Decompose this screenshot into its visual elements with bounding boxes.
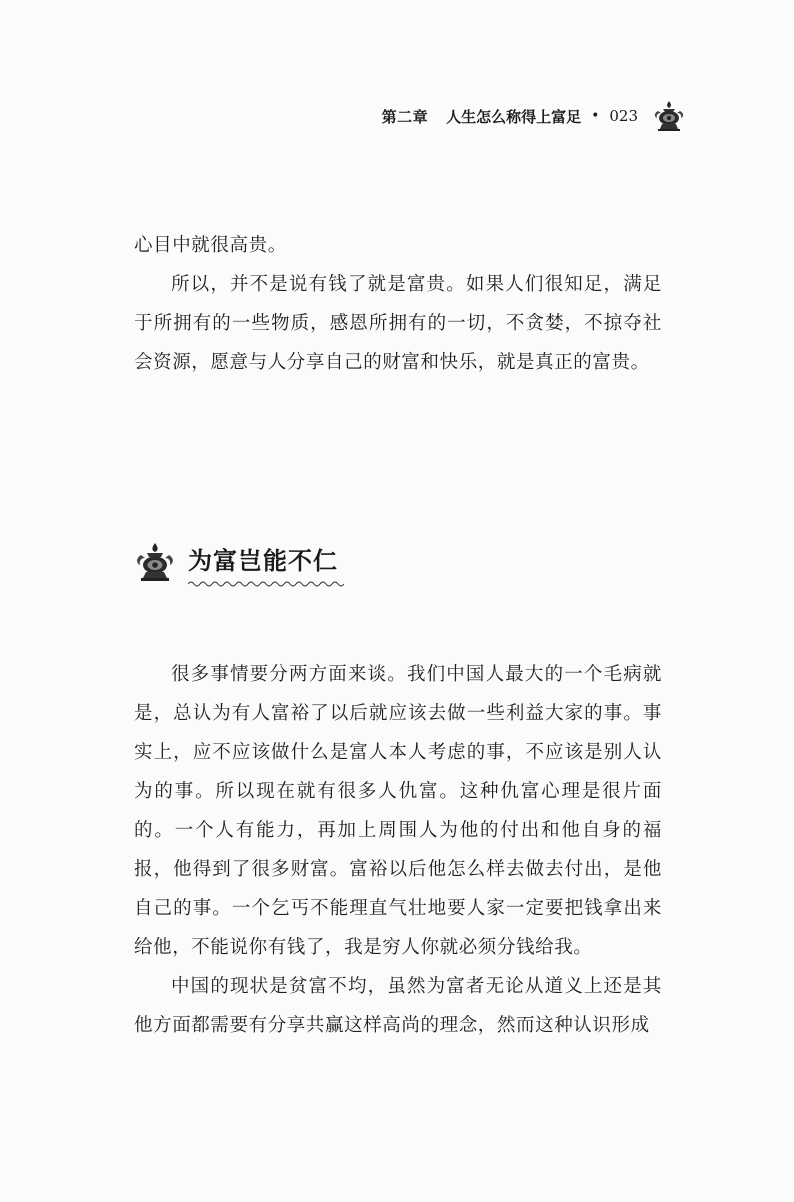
header-separator: • bbox=[591, 108, 600, 124]
section-title: 为富岂能不仁 bbox=[188, 546, 338, 575]
section-heading bbox=[134, 540, 338, 584]
text-block-bottom bbox=[134, 655, 662, 1045]
paragraph: 心目中就很高贵。 bbox=[134, 235, 287, 256]
section-title-wrap bbox=[188, 541, 338, 584]
chapter-title: 人生怎么称得上富足 bbox=[446, 107, 582, 126]
wavy-underline bbox=[188, 580, 344, 588]
paragraph: 很多事情要分两方面来谈。我们中国人最大的一个毛病就是，总认为有人富裕了以后就应该去做一些利益大家的事。事实上，应不应该做什么是富人本人考虑的事，不应该是别人认为的事。所以现在就有很多人仇富。这种仇富心理是很片面的。一个人有能力，再加上周围人为他的付出和他自身的福报，他得到了很多财富。富裕以后他怎么样去做去付出，是他自己的事。一个乞丐不能理直气壮地要人家一定要把钱拿出来给他，不能说你有钱了，我是穷人你就必须分钱给我。 bbox=[134, 664, 662, 958]
treasure-vase-icon bbox=[652, 100, 686, 132]
chapter-label: 第二章 bbox=[381, 107, 429, 126]
paragraph: 所以，并不是说有钱了就是富贵。如果人们很知足，满足于所拥有的一些物质，感恩所拥有的一切，不贪婪，不掠夺社会资源，愿意与人分享自己的财富和快乐，就是真正的富贵。 bbox=[134, 274, 662, 373]
paragraph: 中国的现状是贫富不均，虽然为富者无论从道义上还是其他方面都需要有分享共赢这样高尚的理念，然而这种认识形成 bbox=[134, 976, 662, 1036]
page-number: 023 bbox=[609, 107, 638, 125]
running-header bbox=[382, 100, 686, 132]
treasure-vase-icon bbox=[134, 542, 176, 582]
text-block-top bbox=[134, 226, 662, 382]
